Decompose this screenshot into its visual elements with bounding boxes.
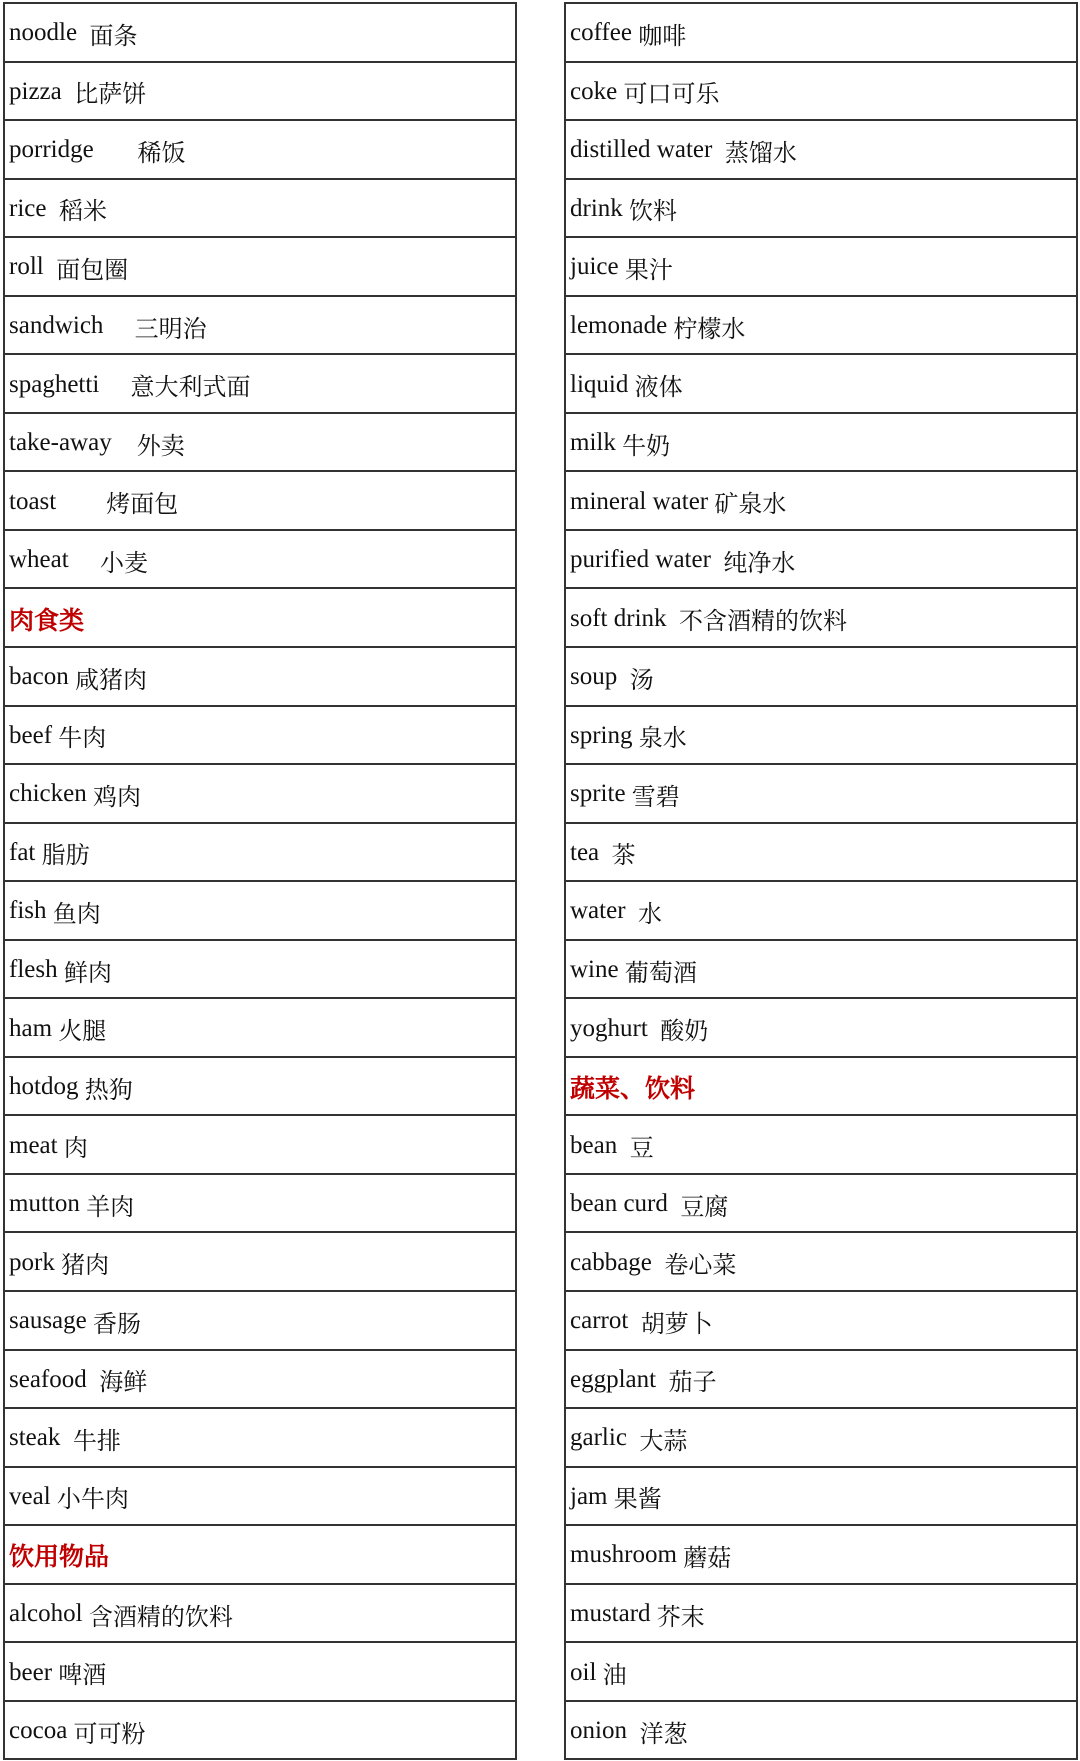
chinese-translation: 豆腐 <box>680 1192 729 1221</box>
english-word: rice <box>9 194 47 222</box>
chinese-translation: 泉水 <box>638 724 687 753</box>
chinese-translation: 饮料 <box>629 197 678 226</box>
english-word: bean curd <box>570 1190 668 1218</box>
english-word: wheat <box>9 546 69 574</box>
vocab-row <box>566 882 1076 941</box>
english-word: spring <box>570 721 633 749</box>
english-word: soft drink <box>570 604 667 632</box>
word-spacer <box>712 136 725 164</box>
vocab-row <box>5 4 515 63</box>
chinese-translation: 雪碧 <box>631 782 680 811</box>
vocab-row <box>5 882 515 941</box>
category-heading-row <box>5 1526 515 1585</box>
english-word: garlic <box>570 1424 627 1452</box>
chinese-translation: 葡萄酒 <box>624 958 697 987</box>
english-word: purified water <box>570 546 711 574</box>
english-word: cocoa <box>9 1717 68 1745</box>
vocab-row <box>566 472 1076 531</box>
english-word: noodle <box>9 19 78 47</box>
vocab-row <box>5 472 515 531</box>
vocab-row <box>566 589 1076 648</box>
english-word: alcohol <box>9 1600 83 1628</box>
chinese-translation: 卷心菜 <box>664 1251 737 1280</box>
english-word: ham <box>9 1014 53 1042</box>
vocab-row <box>5 1702 515 1761</box>
vocab-row <box>566 765 1076 824</box>
chinese-translation: 咖啡 <box>638 21 687 50</box>
chinese-translation: 蘑菇 <box>683 1543 732 1572</box>
chinese-translation: 咸猪肉 <box>74 665 147 694</box>
vocab-row <box>5 1585 515 1644</box>
vocab-row <box>5 999 515 1058</box>
english-word: sausage <box>9 1307 87 1335</box>
english-word: wine <box>570 956 619 984</box>
english-word: roll <box>9 253 44 281</box>
english-word: mutton <box>9 1190 80 1218</box>
english-word: water <box>570 897 626 925</box>
english-word: flesh <box>9 956 58 984</box>
word-spacer <box>652 1249 665 1277</box>
chinese-translation: 烤面包 <box>106 490 179 519</box>
english-word: bacon <box>9 663 69 691</box>
english-word: veal <box>9 1482 51 1510</box>
english-word: mustard <box>570 1600 651 1628</box>
chinese-translation: 面包圈 <box>56 255 129 284</box>
word-spacer <box>617 663 630 691</box>
word-spacer <box>627 1424 640 1452</box>
english-word: cabbage <box>570 1248 652 1276</box>
word-spacer <box>62 78 75 106</box>
english-word: milk <box>570 429 616 457</box>
vocab-row <box>566 1116 1076 1175</box>
english-word: beer <box>9 1658 53 1686</box>
vocab-row <box>5 297 515 356</box>
chinese-translation: 面条 <box>89 21 138 50</box>
vocab-row <box>566 1351 1076 1410</box>
vocab-row <box>5 238 515 297</box>
chinese-translation: 香肠 <box>93 1309 141 1338</box>
vocab-row <box>5 707 515 766</box>
chinese-translation: 大蒜 <box>639 1426 688 1455</box>
vocab-row <box>566 1702 1076 1761</box>
vocab-row <box>5 648 515 707</box>
vocab-row <box>5 1058 515 1117</box>
english-word: fat <box>9 838 36 866</box>
english-word: spaghetti <box>9 370 100 398</box>
chinese-translation: 茶 <box>611 841 636 870</box>
word-spacer <box>599 839 612 867</box>
vocab-row <box>566 648 1076 707</box>
english-word: coffee <box>570 19 632 47</box>
vocab-row <box>5 531 515 590</box>
vocab-row <box>566 1468 1076 1527</box>
english-word: fish <box>9 897 47 925</box>
vocab-row <box>5 63 515 122</box>
word-spacer <box>711 546 724 574</box>
english-word: sprite <box>570 780 626 808</box>
word-spacer <box>103 312 134 340</box>
vocab-row <box>5 121 515 180</box>
vocab-row <box>5 1409 515 1468</box>
chinese-translation: 可可粉 <box>73 1719 146 1748</box>
english-word: carrot <box>570 1307 629 1335</box>
vocab-row <box>566 4 1076 63</box>
english-word: distilled water <box>570 136 713 164</box>
word-spacer <box>112 429 137 457</box>
english-word: take-away <box>9 429 112 457</box>
vocab-row <box>566 355 1076 414</box>
vocab-row <box>566 238 1076 297</box>
chinese-translation: 不含酒精的饮料 <box>679 607 848 636</box>
english-word: pizza <box>9 77 62 105</box>
vocab-row <box>5 824 515 883</box>
english-word: onion <box>570 1717 627 1745</box>
chinese-translation: 肉 <box>63 1134 88 1163</box>
vocab-row <box>566 414 1076 473</box>
vocab-row <box>5 1351 515 1410</box>
chinese-translation: 小牛肉 <box>56 1485 129 1514</box>
chinese-translation: 牛肉 <box>58 724 107 753</box>
word-spacer <box>94 136 138 164</box>
vocab-row <box>566 297 1076 356</box>
chinese-translation: 鲜肉 <box>63 958 112 987</box>
english-word: yoghurt <box>570 1014 648 1042</box>
vocab-row <box>5 1116 515 1175</box>
chinese-translation: 蒸馏水 <box>724 138 797 167</box>
vocab-row <box>566 1175 1076 1234</box>
vocab-row <box>5 180 515 239</box>
chinese-translation: 小麦 <box>99 548 148 577</box>
english-word: pork <box>9 1248 55 1276</box>
word-spacer <box>628 1307 641 1335</box>
english-word: meat <box>9 1131 58 1159</box>
chinese-translation: 比萨饼 <box>74 80 147 109</box>
chinese-translation: 纯净水 <box>723 548 796 577</box>
vocab-row <box>5 355 515 414</box>
category-heading-row <box>5 589 515 648</box>
english-word: porridge <box>9 136 94 164</box>
vocab-row <box>5 1292 515 1351</box>
chinese-translation: 羊肉 <box>86 1192 135 1221</box>
word-spacer <box>87 1366 100 1394</box>
vocab-row <box>566 999 1076 1058</box>
category-heading-row <box>566 1058 1076 1117</box>
word-spacer <box>627 1717 640 1745</box>
vocab-row <box>5 414 515 473</box>
chinese-translation: 果汁 <box>624 255 673 284</box>
category-heading: 饮用物品 <box>9 1542 110 1572</box>
english-word: coke <box>570 77 618 105</box>
vocab-row <box>566 1292 1076 1351</box>
vocab-row <box>5 1468 515 1527</box>
word-spacer <box>626 897 639 925</box>
english-word: oil <box>570 1658 597 1686</box>
chinese-translation: 矿泉水 <box>714 490 787 519</box>
chinese-translation: 芥末 <box>656 1602 705 1631</box>
category-heading: 蔬菜、饮料 <box>570 1074 696 1104</box>
word-spacer <box>69 546 100 574</box>
vocab-row <box>566 824 1076 883</box>
word-spacer <box>60 1424 73 1452</box>
vocab-row <box>566 1233 1076 1292</box>
chinese-translation: 啤酒 <box>58 1661 107 1690</box>
english-word: lemonade <box>570 312 668 339</box>
vocab-row <box>566 1526 1076 1585</box>
word-spacer <box>648 1015 661 1043</box>
vocab-row <box>5 765 515 824</box>
vocab-row <box>5 1175 515 1234</box>
vocabulary-table-right <box>564 2 1078 1760</box>
chinese-translation: 洋葱 <box>639 1719 688 1748</box>
english-word: juice <box>570 253 619 281</box>
vocab-row <box>566 121 1076 180</box>
english-word: beef <box>9 721 53 749</box>
vocab-row <box>566 1643 1076 1702</box>
chinese-translation: 脂肪 <box>41 841 90 870</box>
word-spacer <box>656 1366 669 1394</box>
chinese-translation: 稻米 <box>58 197 107 226</box>
english-word: eggplant <box>570 1365 657 1393</box>
chinese-translation: 果酱 <box>613 1485 662 1514</box>
chinese-translation: 稀饭 <box>137 138 186 167</box>
english-word: seafood <box>9 1365 87 1393</box>
english-word: mushroom <box>570 1541 677 1569</box>
word-spacer <box>668 1190 681 1218</box>
word-spacer <box>667 605 680 633</box>
english-word: toast <box>9 487 57 515</box>
vocab-row <box>566 1409 1076 1468</box>
vocab-row <box>566 941 1076 1000</box>
chinese-translation: 胡萝卜 <box>640 1309 713 1338</box>
word-spacer <box>617 1132 630 1160</box>
english-word: drink <box>570 194 623 222</box>
chinese-translation: 猪肉 <box>61 1251 110 1280</box>
vocab-row <box>566 707 1076 766</box>
chinese-translation: 汤 <box>629 665 654 694</box>
category-heading: 肉食类 <box>9 605 85 635</box>
vocab-row <box>566 1585 1076 1644</box>
english-word: chicken <box>9 780 87 808</box>
word-spacer <box>46 195 59 223</box>
chinese-translation: 牛排 <box>72 1426 121 1455</box>
chinese-translation: 牛奶 <box>622 431 671 460</box>
vocab-row <box>5 1643 515 1702</box>
vocab-row <box>566 63 1076 122</box>
chinese-translation: 热狗 <box>84 1075 133 1104</box>
chinese-translation: 柠檬水 <box>673 314 746 343</box>
vocab-row <box>566 531 1076 590</box>
chinese-translation: 鸡肉 <box>92 782 141 811</box>
vocabulary-table-left <box>3 2 517 1760</box>
chinese-translation: 豆 <box>629 1134 654 1163</box>
chinese-translation: 鱼肉 <box>52 899 101 928</box>
chinese-translation: 意大利式面 <box>130 373 251 402</box>
chinese-translation: 水 <box>638 899 663 928</box>
chinese-translation: 液体 <box>634 373 683 402</box>
english-word: jam <box>570 1482 608 1510</box>
english-word: mineral water <box>570 487 709 515</box>
word-spacer <box>99 371 130 399</box>
english-word: steak <box>9 1424 61 1452</box>
vocab-row <box>5 1233 515 1292</box>
english-word: soup <box>570 663 618 691</box>
word-spacer <box>77 19 90 47</box>
chinese-translation: 茄子 <box>668 1368 717 1397</box>
word-spacer <box>56 488 106 516</box>
vocab-row <box>5 941 515 1000</box>
chinese-translation: 外卖 <box>136 431 185 460</box>
chinese-translation: 海鲜 <box>99 1368 148 1397</box>
english-word: bean <box>570 1131 618 1159</box>
chinese-translation: 火腿 <box>58 1017 107 1046</box>
chinese-translation: 可口可乐 <box>623 80 720 109</box>
word-spacer <box>44 253 57 281</box>
english-word: hotdog <box>9 1073 79 1101</box>
english-word: sandwich <box>9 312 104 339</box>
vocab-row <box>566 180 1076 239</box>
chinese-translation: 酸奶 <box>660 1017 709 1046</box>
english-word: liquid <box>570 370 629 398</box>
chinese-translation: 油 <box>602 1661 627 1690</box>
chinese-translation: 三明治 <box>134 314 207 343</box>
chinese-translation: 含酒精的饮料 <box>88 1602 233 1631</box>
english-word: tea <box>570 838 600 866</box>
